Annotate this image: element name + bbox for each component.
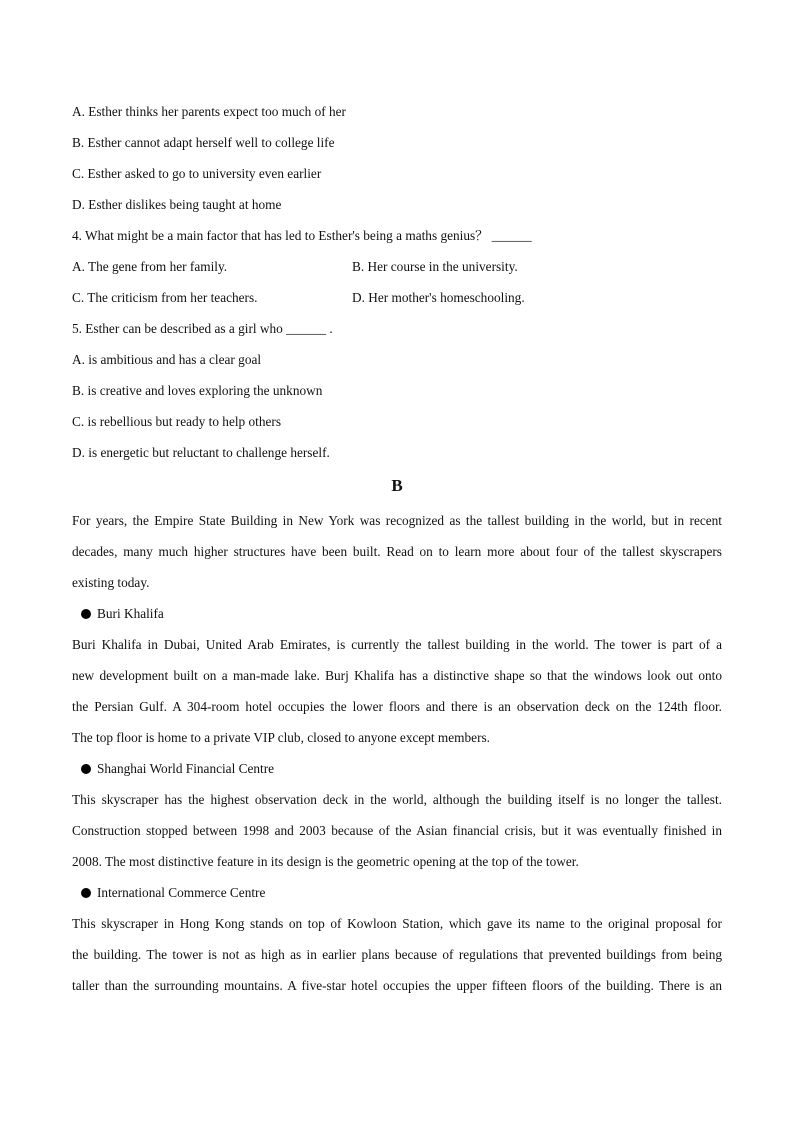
paragraph-line: This skyscraper in Hong Kong stands on top of Kowloon Station, which gave its name to the original proposal for xyxy=(72,916,722,931)
paragraph-line: The top floor is home to a private VIP club, closed to anyone except members. xyxy=(72,730,491,745)
paragraph-line: the building. The tower is not as high as in earlier plans because of regulations that prevented buildings from being xyxy=(72,947,722,962)
question-4 xyxy=(72,225,722,318)
paragraph-line: Construction stopped between 1998 and 2003 because of the Asian financial crisis, but it was eventually finished in xyxy=(72,823,722,838)
bullet-icon xyxy=(81,609,91,619)
intro-line: existing today. xyxy=(72,575,150,590)
intro-line: For years, the Empire State Building in New York was recognized as the tallest building in the world, but in recent xyxy=(72,513,722,528)
section-title xyxy=(72,758,722,789)
bullet-icon xyxy=(81,888,91,898)
option-4c: C. The criticism from her teachers. xyxy=(72,290,258,305)
paragraph-line: the Persian Gulf. A 304-room hotel occupies the lower floors and there is an observation deck on the 124th floor. xyxy=(72,699,722,714)
section-b-heading: B xyxy=(391,476,403,495)
option-3d: D. Esther dislikes being taught at home xyxy=(72,197,282,212)
section-burj-khalifa xyxy=(72,603,722,758)
question-5-text: 5. Esther can be described as a girl who ______ . xyxy=(72,321,333,336)
bullet-icon xyxy=(81,764,91,774)
question-4-options-row-2 xyxy=(72,287,722,318)
option-5d: D. is energetic but reluctant to challenge herself. xyxy=(72,445,330,460)
option-5c: C. is rebellious but ready to help others xyxy=(72,414,282,429)
document-page xyxy=(72,101,722,1006)
section-b-intro xyxy=(72,510,722,603)
paragraph-line: Buri Khalifa in Dubai, United Arab Emirates, is currently the tallest building in the world. The tower is part of a xyxy=(72,637,722,652)
section-title xyxy=(72,882,722,913)
option-4b: B. Her course in the university. xyxy=(352,259,518,274)
question-4-text: 4. What might be a main factor that has led to Esther's being a maths genius？ ______ xyxy=(72,228,532,243)
paragraph-line: This skyscraper has the highest observation deck in the world, although the building itself is no longer the tallest. xyxy=(72,792,722,807)
section-title-text: Shanghai World Financial Centre xyxy=(97,761,275,776)
paragraph-line: new development built on a man-made lake. Burj Khalifa has a distinctive shape so that the windows look out onto xyxy=(72,668,722,683)
section-title-text: International Commerce Centre xyxy=(97,885,266,900)
section-title-text: Buri Khalifa xyxy=(97,606,164,621)
paragraph-line: 2008. The most distinctive feature in its design is the geometric opening at the top of the tower. xyxy=(72,854,579,869)
option-3a: A. Esther thinks her parents expect too much of her xyxy=(72,104,346,119)
option-5a: A. is ambitious and has a clear goal xyxy=(72,352,262,367)
question-5 xyxy=(72,318,722,473)
intro-line: decades, many much higher structures have been built. Read on to learn more about four of the tallest skyscrapers xyxy=(72,544,722,559)
option-5b: B. is creative and loves exploring the unknown xyxy=(72,383,323,398)
question-3-options xyxy=(72,101,722,225)
question-4-options-row-1 xyxy=(72,256,722,287)
option-4a: A. The gene from her family. xyxy=(72,259,228,274)
option-3c: C. Esther asked to go to university even earlier xyxy=(72,166,322,181)
section-shanghai-wfc xyxy=(72,758,722,882)
option-4d: D. Her mother's homeschooling. xyxy=(352,290,525,305)
section-icc xyxy=(72,882,722,1006)
paragraph-line: taller than the surrounding mountains. A five-star hotel occupies the upper fifteen floors of the building. There is an xyxy=(72,978,722,993)
section-title xyxy=(72,603,722,634)
option-3b: B. Esther cannot adapt herself well to college life xyxy=(72,135,335,150)
